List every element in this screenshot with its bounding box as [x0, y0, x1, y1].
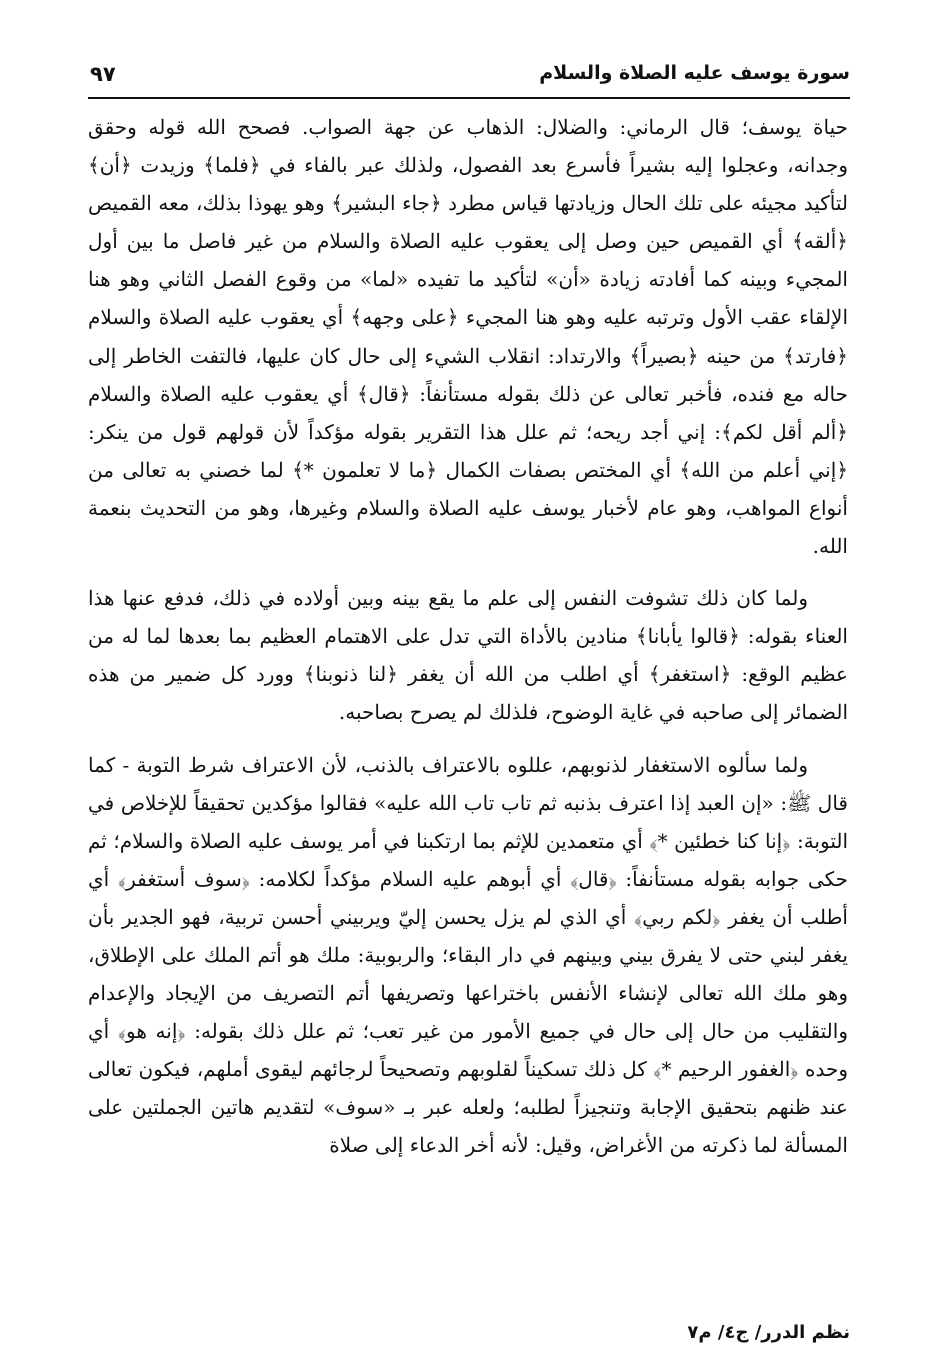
body-text	[88, 108, 848, 1313]
paragraph: ولما كان ذلك تشوفت النفس إلى علم ما يقع بينه وبين أولاده في ذلك، فدفع عنها هذا العناء بقوله: ﴿قالوا يأبانا﴾ منادين بالأداة التي تدل على الاهتمام العظيم بما بعدها لما له من عظيم الوقع: ﴿استغفر﴾ أي اطلب من الله أن يغفر ﴿لنا ذنوبنا﴾ وورد كل ضمير من هذه الضمائر إلى صاحبه في غاية الوضوح، فلذلك لم يصرح بصاحبه.	[88, 586, 848, 725]
page-header	[90, 58, 850, 98]
paragraph: ولما سألوه الاستغفار لذنوبهم، عللوه بالاعتراف بالذنب، لأن الاعتراف شرط التوبة - كما قال ﷺ: «إن العبد إذا اعترف بذنبه ثم تاب تاب الله عليه» فقالوا مؤكدين تحقيقاً للإخلاص في التوبة: ﴿إنا كنا خطئين *﴾ أي متعمدين للإثم بما ارتكبنا في أمر يوسف عليه الصلاة والسلام؛ ثم حكى جوابه بقوله مستأنفاً: ﴿قال﴾ أي أبوهم عليه السلام مؤكداً لكلامه: ﴿سوف أستغفر﴾ أي أطلب أن يغفر ﴿لكم ربي﴾ أي الذي لم يزل يحسن إليّ ويربيني أحسن تربية، فهو الجدير بأن يغفر لبني حتى لا يفرق بيني وبينهم في دار البقاء؛ والربوبية: ملك هو أتم الملك على الإطلاق، وهو ملك الله تعالى لإنشاء الأنفس باختراعها وتصريفها أتم التصريف من الإيجاد والإعدام والتقليب من حال إلى حال في جميع الأمور من غير تعب؛ ثم علل ذلك بقوله: ﴿إنه هو﴾ أي وحده ﴿الغفور الرحيم *﴾ كل ذلك تسكيناً لقلوبهم وتصحيحاً لرجائهم ليقوى أملهم، فيكون تعالى عند ظنهم بتحقيق الإجابة وتنجيزاً لطلبه؛ ولعله عبر بـ «سوف» لتقديم هاتين الجملتين على المسألة لما ذكرته من الأغراض، وقيل: لأنه أخر الدعاء إلى صلاة	[88, 752, 848, 1158]
running-title: سورة يوسف عليه الصلاة والسلام	[539, 62, 850, 84]
page-number: ٩٧	[90, 62, 116, 86]
paragraph: حياة يوسف؛ قال الرماني: والضلال: الذهاب عن جهة الصواب. فصحح الله قوله وحقق وجدانه، وعجلوا إليه بشيراً فأسرع بعد الفصول، ولذلك عبر بالفاء في ﴿فلما﴾ وزيدت ﴿أن﴾ لتأكيد مجيئه على تلك الحال وزيادتها قياس مطرد ﴿جاء البشير﴾ وهو يهوذا بذلك، معه القميص ﴿ألقه﴾ أي القميص حين وصل إلى يعقوب عليه الصلاة والسلام من غير فاصل ما بين أول المجيء وبينه كما أفادته زيادة «أن» لتأكيد ما تفيده «لما» من وقوع الفصل الثاني وهو هنا الإلقاء عقب الأول وترتبه عليه وهو هنا المجيء ﴿على وجهه﴾ أي يعقوب عليه الصلاة والسلام ﴿فارتد﴾ من حينه ﴿بصيراً﴾ والارتداد: انقلاب الشيء إلى حال كان عليها، فالتفت الخاطر إلى حاله مع فنده، فأخبر تعالى عن ذلك بقوله مستأنفاً: ﴿قال﴾ أي يعقوب عليه الصلاة والسلام ﴿ألم أقل لكم﴾: إني أجد ريحه؛ ثم علل هذا التقرير بقوله مؤكداً لأن قولهم قول من ينكر: ﴿إني أعلم من الله﴾ أي المختص بصفات الكمال ﴿ما لا تعلمون *﴾ لما خصني به تعالى من أنواع المواهب، وهو عام لأخبار يوسف عليه الصلاة والسلام وغيرها، وهو من التحديث بنعمة الله.	[88, 115, 848, 559]
footer-signature: نظم الدرر/ ج٤/ م٧	[687, 1322, 850, 1343]
header-rule	[88, 97, 850, 99]
